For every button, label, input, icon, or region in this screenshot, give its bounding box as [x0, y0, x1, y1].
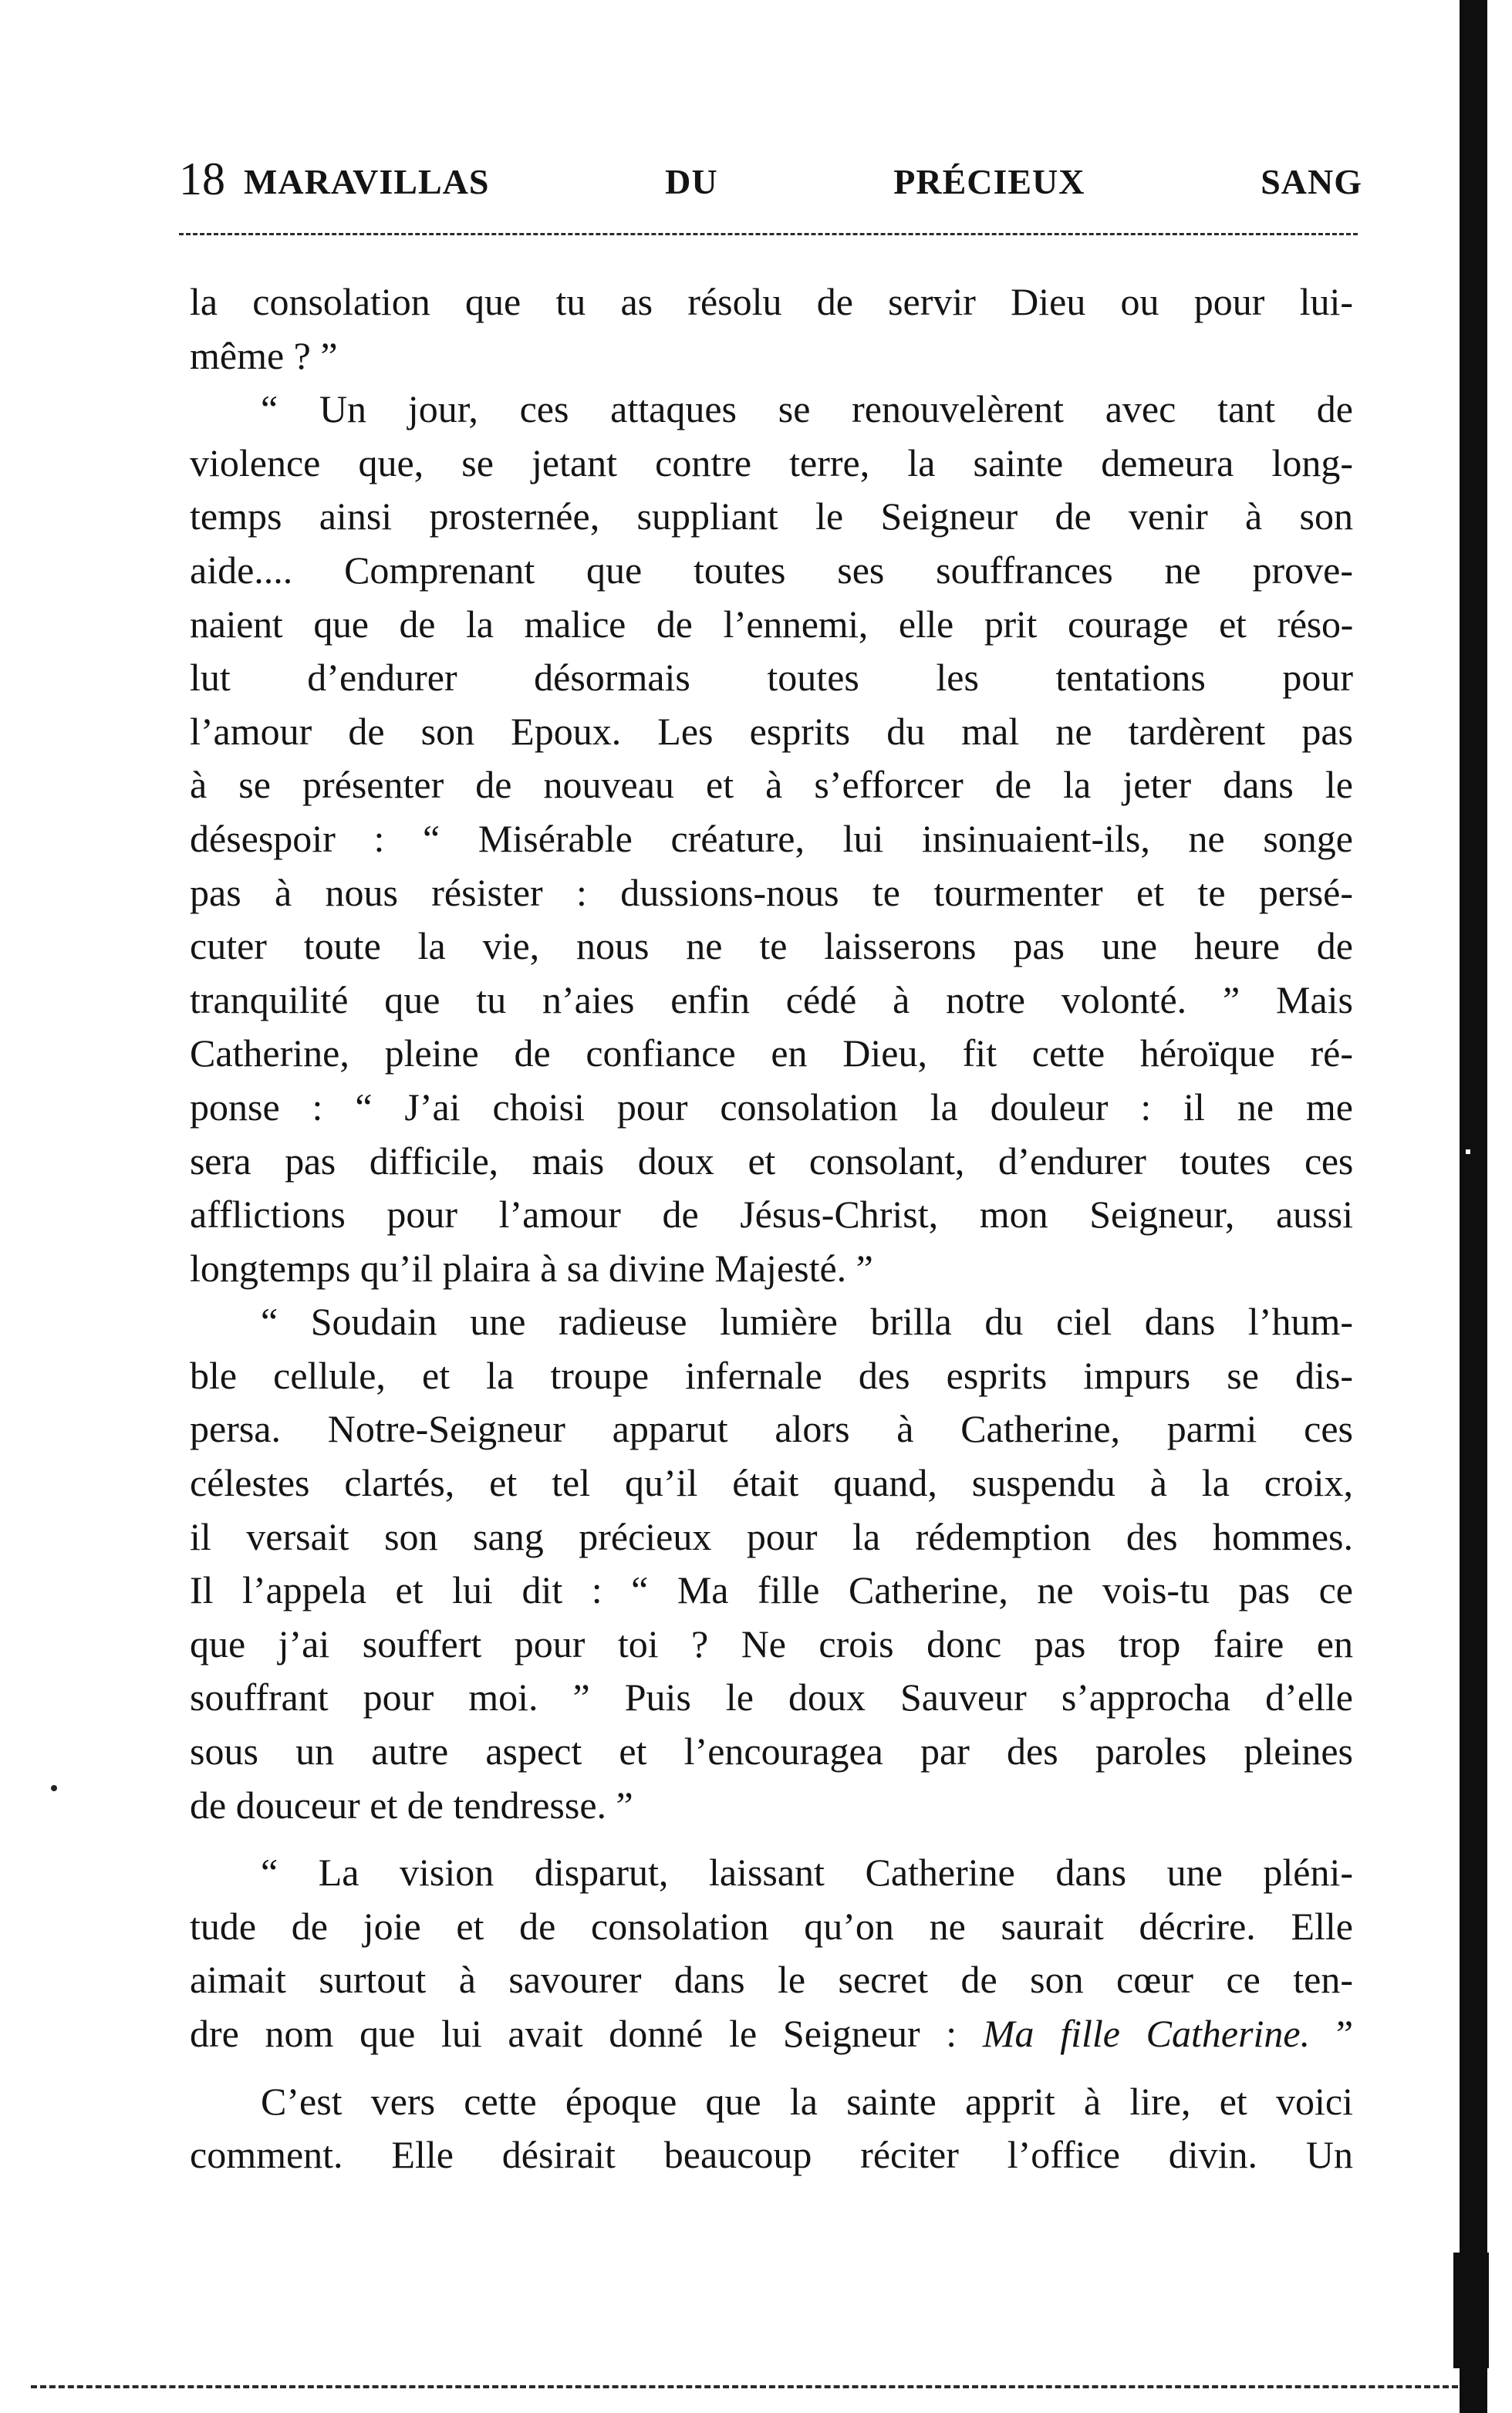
text-run: dre nom que lui avait donné le Seigneur :	[190, 2012, 957, 2055]
text-line: pas à nous résister : dussions-nous te tourmenter et te persé-	[190, 870, 1353, 914]
text-line: afflictions pour l’amour de Jésus-Christ, mon Seigneur, aussi	[190, 1193, 1353, 1237]
page-number: 18	[179, 154, 225, 204]
running-title: MARAVILLAS DU PRÉCIEUX SANG	[244, 162, 1362, 201]
text-line: tude de joie et de consolation qu’on ne saurait décrire. Elle	[190, 1904, 1353, 1948]
text-line: temps ainsi prosternée, suppliant le Seigneur de venir à son	[190, 494, 1353, 538]
paragraph-gap	[190, 2061, 1353, 2075]
bottom-scan-line	[31, 2385, 1458, 2388]
running-head	[179, 151, 1362, 213]
header-rule	[179, 233, 1358, 235]
text-line: la consolation que tu as résolu de servir Dieu ou pour lui-	[190, 280, 1353, 323]
text-line: “ La vision disparut, laissant Catherine dans une pléni-	[261, 1851, 1353, 1895]
margin-speck	[51, 1785, 57, 1791]
text-line: tranquilité que tu n’aies enfin cédé à notre volonté. ” Mais	[190, 977, 1353, 1021]
text-line: Catherine, pleine de confiance en Dieu, fit cette héroïque ré-	[190, 1031, 1353, 1075]
scan-edge-shadow	[1460, 0, 1487, 2413]
body-text	[190, 275, 1353, 2182]
text-line: lut d’endurer désormais toutes les tentations pour	[190, 656, 1353, 700]
text-line: “ Soudain une radieuse lumière brilla du ciel dans l’hum-	[261, 1300, 1353, 1344]
text-line: l’amour de son Epoux. Les esprits du mal ne tardèrent pas	[190, 709, 1353, 753]
text-line: célestes clartés, et tel qu’il était quand, suspendu à la croix,	[190, 1461, 1353, 1505]
text-line: cuter toute la vie, nous ne te laisserons pas une heure de	[190, 924, 1353, 968]
text-line: ponse : “ J’ai choisi pour consolation la douleur : il ne me	[190, 1085, 1353, 1129]
text-line: aimait surtout à savourer dans le secret de son cœur ce ten-	[190, 1958, 1353, 2002]
text-line: à se présenter de nouveau et à s’efforcer de la jeter dans le	[190, 763, 1353, 807]
text-line: comment. Elle désirait beaucoup réciter l’office divin. Un	[190, 2133, 1353, 2177]
text-line	[190, 2007, 1353, 2061]
closing-quote: ”	[1310, 2012, 1354, 2055]
text-line: souffrant pour moi. ” Puis le doux Sauveur s’approcha d’elle	[190, 1676, 1353, 1719]
text-line: longtemps qu’il plaira à sa divine Majesté. ”	[190, 1246, 873, 1290]
text-line: ble cellule, et la troupe infernale des esprits impurs se dis-	[190, 1353, 1353, 1397]
text-line: persa. Notre-Seigneur apparut alors à Catherine, parmi ces	[190, 1407, 1353, 1451]
text-line: de douceur et de tendresse. ”	[190, 1783, 633, 1827]
paragraph-gap	[190, 1832, 1353, 1846]
text-line: violence que, se jetant contre terre, la sainte demeura long-	[190, 440, 1353, 484]
italic-text: Ma fille Catherine.	[982, 2012, 1311, 2055]
text-line: il versait son sang précieux pour la rédemption des hommes.	[190, 1514, 1353, 1558]
scan-edge-notch	[1453, 2253, 1489, 2368]
text-line: sera pas difficile, mais doux et consolant, d’endurer toutes ces	[190, 1139, 1353, 1183]
text-line: C’est vers cette époque que la sainte apprit à lire, et voici	[261, 2079, 1353, 2123]
text-line: “ Un jour, ces attaques se renouvelèrent avec tant de	[261, 387, 1353, 431]
text-line: naient que de la malice de l’ennemi, elle prit courage et réso-	[190, 602, 1353, 646]
text-line: que j’ai souffert pour toi ? Ne crois donc pas trop faire en	[190, 1622, 1353, 1665]
text-line: Il l’appela et lui dit : “ Ma fille Catherine, ne vois-tu pas ce	[190, 1568, 1353, 1612]
text-line: même ? ”	[190, 333, 338, 377]
text-line: désespoir : “ Misérable créature, lui insinuaient-ils, ne songe	[190, 816, 1353, 860]
text-line: sous un autre aspect et l’encouragea par des paroles pleines	[190, 1730, 1353, 1773]
text-line: aide.... Comprenant que toutes ses souffrances ne prove-	[190, 548, 1353, 592]
scan-edge-dot	[1466, 1149, 1470, 1154]
